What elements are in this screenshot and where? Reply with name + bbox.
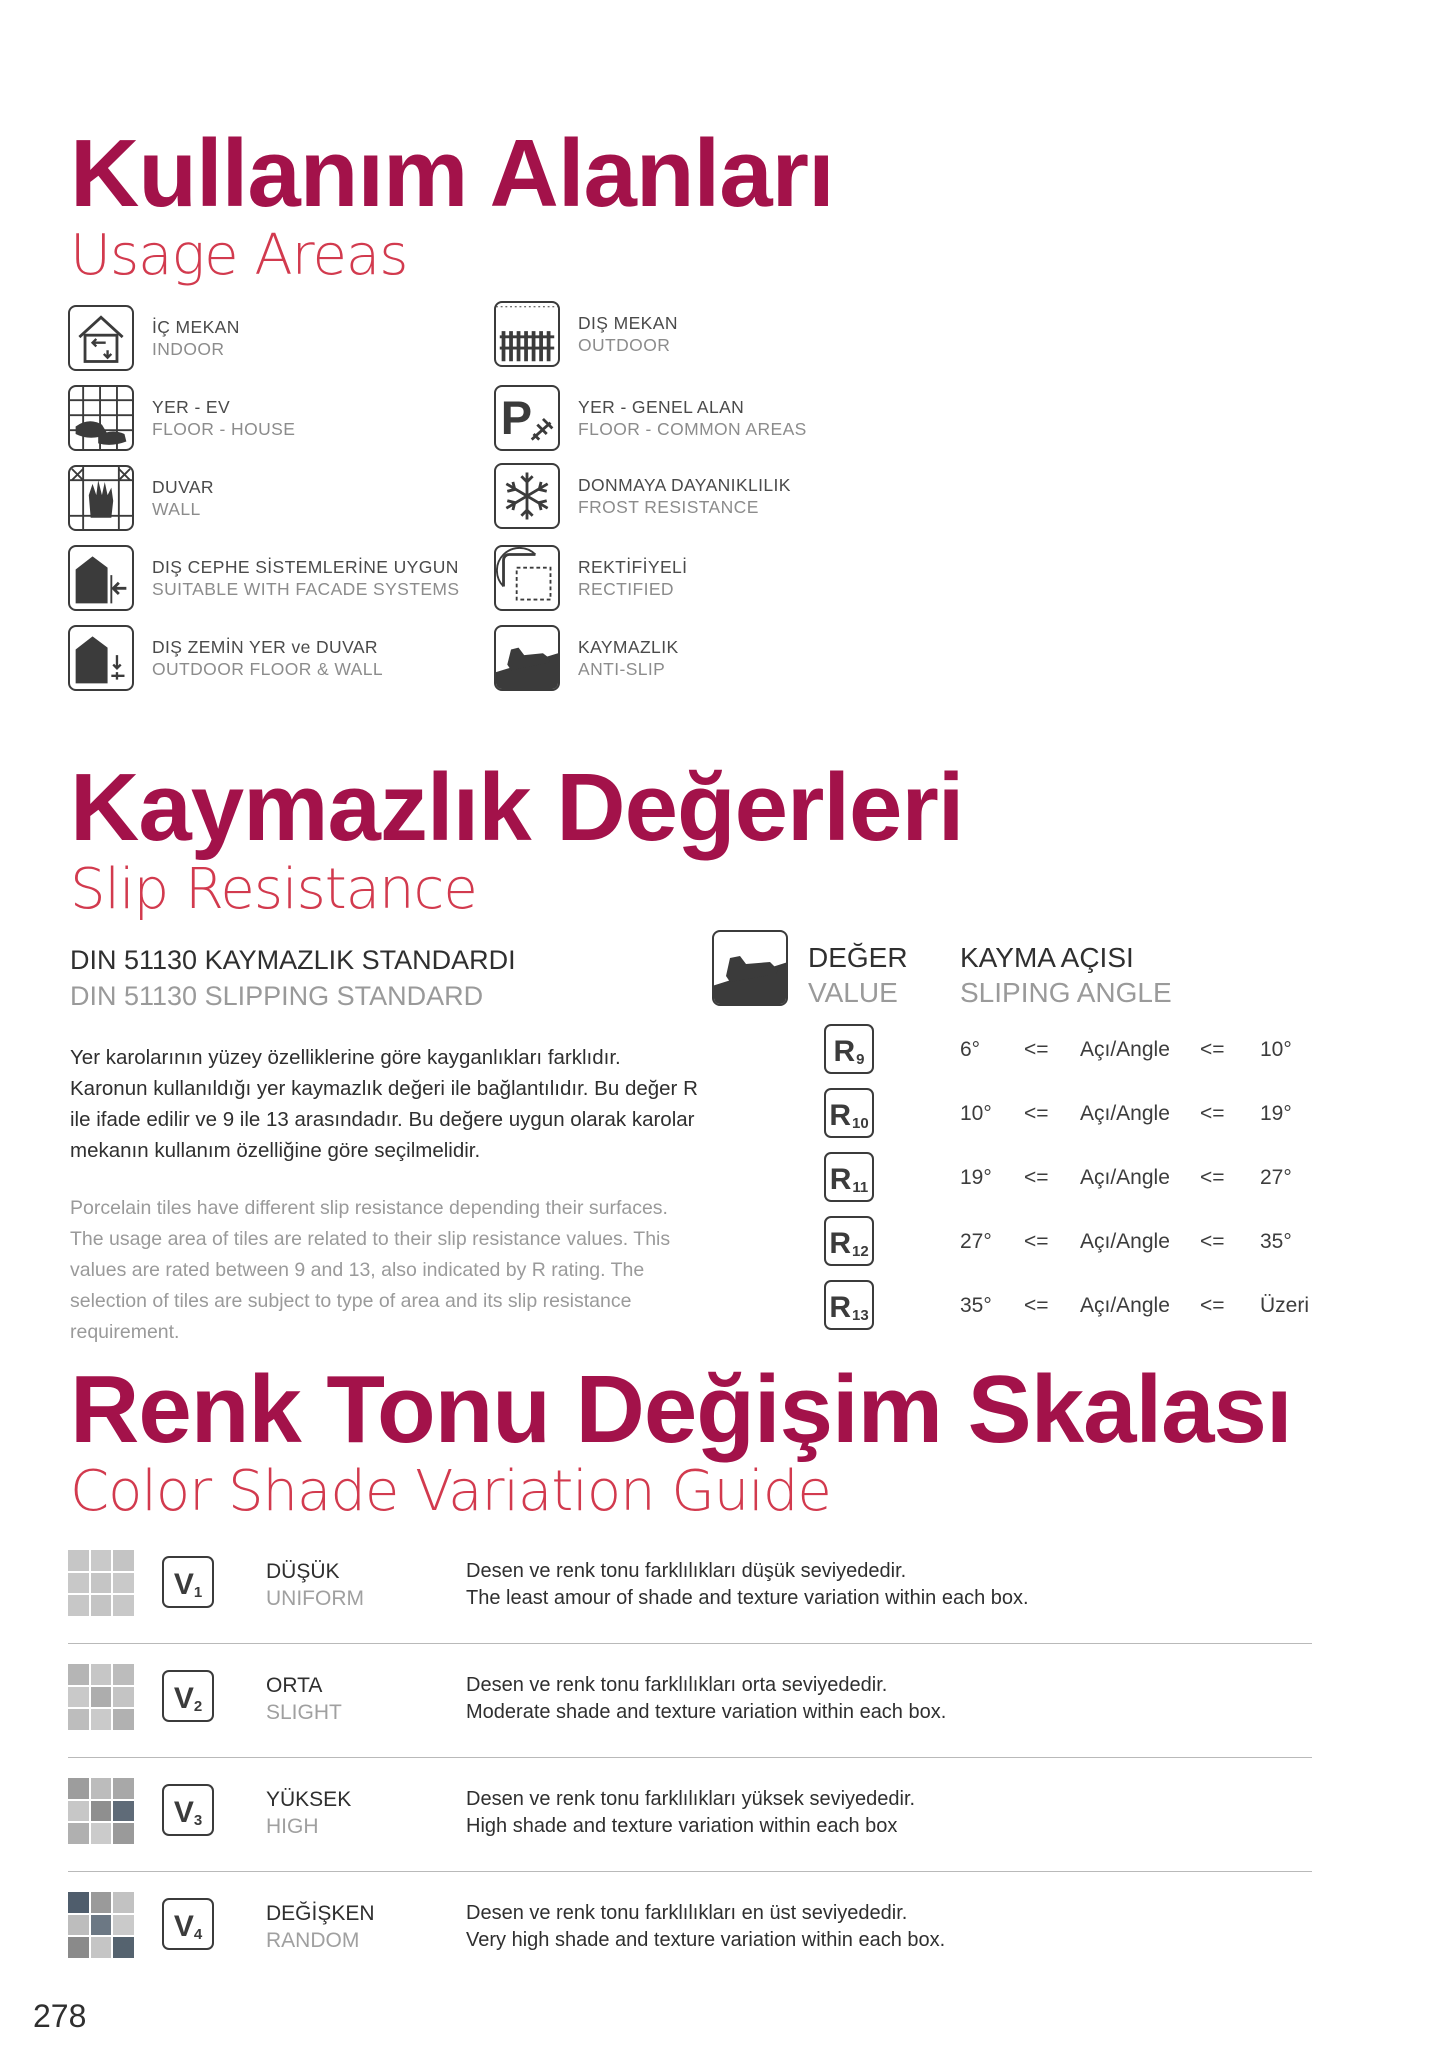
floor-house-icon xyxy=(68,385,134,451)
usage-label-en: OUTDOOR xyxy=(578,335,671,355)
angle-header-en: SLIPING ANGLE xyxy=(960,977,1172,1008)
swatch-tile xyxy=(91,1664,112,1685)
usage-label-tr: YER - GENEL ALAN xyxy=(578,397,745,417)
shade-level-tr: DEĞİŞKEN xyxy=(266,1902,375,1925)
swatch-tile xyxy=(91,1823,112,1844)
shade-desc-en: Moderate shade and texture variation within each box. xyxy=(466,1701,947,1723)
outdoor-fence-icon xyxy=(494,301,560,367)
swatch-tile xyxy=(113,1823,134,1844)
operator: <= xyxy=(1024,1038,1049,1061)
swatch-tile xyxy=(68,1915,89,1936)
usage-item-rectified xyxy=(494,544,687,612)
swatch-tile xyxy=(68,1823,89,1844)
r-number: 10 xyxy=(851,1115,869,1132)
shade-level-tr: ORTA xyxy=(266,1674,323,1697)
swatch-tile xyxy=(113,1709,134,1730)
usage-label-en: ANTI-SLIP xyxy=(578,659,666,679)
usage-label-tr: DIŞ CEPHE SİSTEMLERİNE UYGUN xyxy=(152,557,459,577)
r-rating-badge xyxy=(824,1216,874,1266)
usage-label-en: FROST RESISTANCE xyxy=(578,497,759,517)
usage-label-en: FLOOR - HOUSE xyxy=(152,419,296,439)
swatch-tile xyxy=(91,1595,112,1616)
angle-from: 19° xyxy=(960,1166,992,1189)
swatch-tile xyxy=(113,1892,134,1913)
r-rating-badge xyxy=(824,1088,874,1138)
usage-item-outdoor-floor-wall xyxy=(68,624,383,692)
shade-level-en: UNIFORM xyxy=(266,1587,364,1610)
r-number: 13 xyxy=(851,1307,869,1324)
angle-label: Açı/Angle xyxy=(1080,1102,1170,1125)
operator: <= xyxy=(1024,1102,1049,1125)
usage-label-en: FLOOR - COMMON AREAS xyxy=(578,419,807,439)
usage-label-tr: REKTİFİYELİ xyxy=(578,557,688,577)
operator: <= xyxy=(1024,1230,1049,1253)
usage-item-anti-slip xyxy=(494,624,679,692)
usage-item-outdoor xyxy=(494,300,678,368)
slip-subtitle: Slip Resistance xyxy=(70,857,477,922)
angle-to: 19° xyxy=(1260,1102,1292,1125)
v-letter: V xyxy=(173,1910,194,1943)
operator: <= xyxy=(1200,1166,1225,1189)
usage-subtitle: Usage Areas xyxy=(70,223,408,288)
shade-desc-tr: Desen ve renk tonu farklılıkları orta seviyededir. xyxy=(466,1674,888,1696)
value-header-tr: DEĞER xyxy=(808,942,908,973)
anti-slip-shoe-icon xyxy=(494,625,560,691)
shade-level-en: SLIGHT xyxy=(266,1701,342,1724)
r-number: 11 xyxy=(852,1179,869,1196)
swatch-tile xyxy=(68,1709,89,1730)
usage-item-floor-common xyxy=(494,384,807,452)
swatch-tile xyxy=(91,1573,112,1594)
angle-column-header xyxy=(960,940,1172,1010)
swatch-tile xyxy=(113,1915,134,1936)
shade-row-v1 xyxy=(68,1530,1312,1644)
r-letter: R xyxy=(829,1099,851,1132)
parking-airport-icon xyxy=(494,385,560,451)
swatch-tile xyxy=(91,1801,112,1822)
v-rating-badge xyxy=(162,1556,214,1608)
r-rating-badge xyxy=(824,1152,874,1202)
v-letter: V xyxy=(173,1568,194,1601)
swatch-tile xyxy=(91,1915,112,1936)
shade-title: Renk Tonu Değişim Skalası xyxy=(70,1356,1292,1463)
shade-level-tr: DÜŞÜK xyxy=(266,1560,340,1583)
slip-row-r11 xyxy=(824,1152,1424,1204)
value-header-en: VALUE xyxy=(808,977,898,1008)
shade-desc-tr: Desen ve renk tonu farklılıkları düşük seviyededir. xyxy=(466,1560,907,1582)
operator: <= xyxy=(1200,1294,1225,1317)
shade-subtitle: Color Shade Variation Guide xyxy=(70,1459,831,1524)
shade-row-v2 xyxy=(68,1644,1312,1758)
swatch-tile xyxy=(68,1937,89,1958)
angle-from: 35° xyxy=(960,1294,992,1317)
swatch-tile xyxy=(91,1709,112,1730)
indoor-house-icon xyxy=(68,305,134,371)
usage-label-en: WALL xyxy=(152,499,201,519)
shade-level-tr: YÜKSEK xyxy=(266,1788,352,1811)
wall-hand-icon xyxy=(68,465,134,531)
angle-to: 27° xyxy=(1260,1166,1292,1189)
r-number: 12 xyxy=(851,1243,869,1260)
swatch-tile xyxy=(68,1778,89,1799)
usage-label-en: INDOOR xyxy=(152,339,225,359)
swatch-tile xyxy=(91,1778,112,1799)
svg-text:P: P xyxy=(500,390,533,444)
shade-swatch xyxy=(68,1778,134,1844)
swatch-tile xyxy=(113,1687,134,1708)
usage-item-facade xyxy=(68,544,459,612)
r-letter: R xyxy=(829,1227,851,1260)
angle-label: Açı/Angle xyxy=(1080,1294,1170,1317)
operator: <= xyxy=(1024,1166,1049,1189)
v-number: 1 xyxy=(193,1584,203,1601)
angle-label: Açı/Angle xyxy=(1080,1230,1170,1253)
v-rating-badge xyxy=(162,1784,214,1836)
slip-title: Kaymazlık Değerleri xyxy=(70,754,964,861)
v-letter: V xyxy=(173,1682,194,1715)
v-rating-badge xyxy=(162,1670,214,1722)
shade-swatch xyxy=(68,1664,134,1730)
swatch-tile xyxy=(91,1937,112,1958)
usage-label-tr: DIŞ ZEMİN YER ve DUVAR xyxy=(152,637,378,657)
angle-to: 10° xyxy=(1260,1038,1292,1061)
swatch-tile xyxy=(113,1937,134,1958)
usage-title: Kullanım Alanları xyxy=(70,120,834,227)
usage-label-en: RECTIFIED xyxy=(578,579,674,599)
swatch-tile xyxy=(113,1573,134,1594)
swatch-tile xyxy=(68,1892,89,1913)
swatch-tile xyxy=(68,1801,89,1822)
operator: <= xyxy=(1200,1230,1225,1253)
v-number: 4 xyxy=(193,1926,203,1943)
slip-row-r9 xyxy=(824,1024,1424,1076)
outdoor-floor-wall-icon xyxy=(68,625,134,691)
shade-desc-tr: Desen ve renk tonu farklılıkları en üst seviyededir. xyxy=(466,1902,908,1924)
angle-header-tr: KAYMA AÇISI xyxy=(960,942,1134,973)
swatch-tile xyxy=(68,1550,89,1571)
swatch-tile xyxy=(113,1595,134,1616)
usage-item-wall xyxy=(68,464,214,532)
r-letter: R xyxy=(829,1291,851,1324)
v-rating-badge xyxy=(162,1898,214,1950)
swatch-tile xyxy=(91,1892,112,1913)
shade-swatch xyxy=(68,1892,134,1958)
slip-description-en: Porcelain tiles have different slip resistance depending their surfaces. The usage area of tiles are related to their slip resistance values. This values are rated between 9 and 13, also indicated by R rating. The selection of tiles are subject to type of area and its slip resistance requirement. xyxy=(70,1197,671,1343)
snowflake-icon xyxy=(494,463,560,529)
shade-desc-en: Very high shade and texture variation within each box. xyxy=(466,1929,946,1951)
din-standard-subtitle: DIN 51130 SLIPPING STANDARD xyxy=(70,981,484,1011)
value-column-header xyxy=(808,940,908,1010)
angle-from: 27° xyxy=(960,1230,992,1253)
shade-level-en: HIGH xyxy=(266,1815,319,1838)
shade-desc-en: High shade and texture variation within each box xyxy=(466,1815,898,1837)
usage-item-floor-house xyxy=(68,384,295,452)
swatch-tile xyxy=(91,1687,112,1708)
slip-row-r10 xyxy=(824,1088,1424,1140)
r-rating-badge xyxy=(824,1024,874,1074)
operator: <= xyxy=(1200,1102,1225,1125)
shade-row-v3 xyxy=(68,1758,1312,1872)
page-number: 278 xyxy=(33,1998,87,2034)
facade-icon xyxy=(68,545,134,611)
angle-label: Açı/Angle xyxy=(1080,1166,1170,1189)
shade-row-v4 xyxy=(68,1872,1312,1986)
usage-label-tr: İÇ MEKAN xyxy=(152,317,240,337)
usage-label-en: SUITABLE WITH FACADE SYSTEMS xyxy=(152,579,460,599)
r-rating-badge xyxy=(824,1280,874,1330)
usage-label-tr: DIŞ MEKAN xyxy=(578,313,678,333)
angle-to: 35° xyxy=(1260,1230,1292,1253)
usage-item-frost xyxy=(494,462,791,530)
angle-from: 6° xyxy=(960,1038,981,1061)
usage-item-indoor xyxy=(68,304,240,372)
operator: <= xyxy=(1200,1038,1225,1061)
swatch-tile xyxy=(113,1664,134,1685)
angle-from: 10° xyxy=(960,1102,992,1125)
v-number: 3 xyxy=(193,1812,203,1829)
swatch-tile xyxy=(113,1778,134,1799)
swatch-tile xyxy=(68,1687,89,1708)
slip-row-r12 xyxy=(824,1216,1424,1268)
r-letter: R xyxy=(829,1163,852,1196)
swatch-tile xyxy=(91,1550,112,1571)
swatch-tile xyxy=(68,1595,89,1616)
swatch-tile xyxy=(68,1664,89,1685)
anti-slip-shoe-icon xyxy=(712,930,788,1006)
swatch-tile xyxy=(68,1573,89,1594)
shade-swatch xyxy=(68,1550,134,1616)
operator: <= xyxy=(1024,1294,1049,1317)
shade-desc-tr: Desen ve renk tonu farklılıkları yüksek seviyededir. xyxy=(466,1788,916,1810)
usage-label-tr: YER - EV xyxy=(152,397,231,417)
r-number: 9 xyxy=(856,1051,865,1068)
slip-row-r13 xyxy=(824,1280,1424,1332)
shade-desc-en: The least amour of shade and texture variation within each box. xyxy=(466,1587,1029,1609)
slip-description-tr: Yer karolarının yüzey özelliklerine göre kayganlıkları farklıdır. Karonun kullanıldığı yer kaymazlık değeri ile bağlantılıdır. Bu değer R ile ifade edilir ve 9 ile 13 arasındadır. Bu değere uygun olarak karolar mekanın kullanım özelliğine göre seçilmelidir. xyxy=(70,1046,698,1162)
r-letter: R xyxy=(833,1035,856,1068)
swatch-tile xyxy=(113,1550,134,1571)
swatch-tile xyxy=(113,1801,134,1822)
usage-label-tr: DUVAR xyxy=(152,477,214,497)
v-number: 2 xyxy=(193,1698,203,1715)
angle-label: Açı/Angle xyxy=(1080,1038,1170,1061)
angle-to: Üzeri xyxy=(1260,1294,1310,1317)
usage-label-en: OUTDOOR FLOOR & WALL xyxy=(152,659,383,679)
v-letter: V xyxy=(173,1796,194,1829)
rectified-icon xyxy=(494,545,560,611)
usage-label-tr: KAYMAZLIK xyxy=(578,637,679,657)
din-standard-title: DIN 51130 KAYMAZLIK STANDARDI xyxy=(70,945,516,975)
usage-label-tr: DONMAYA DAYANIKLILIK xyxy=(578,475,791,495)
shade-level-en: RANDOM xyxy=(266,1929,360,1952)
